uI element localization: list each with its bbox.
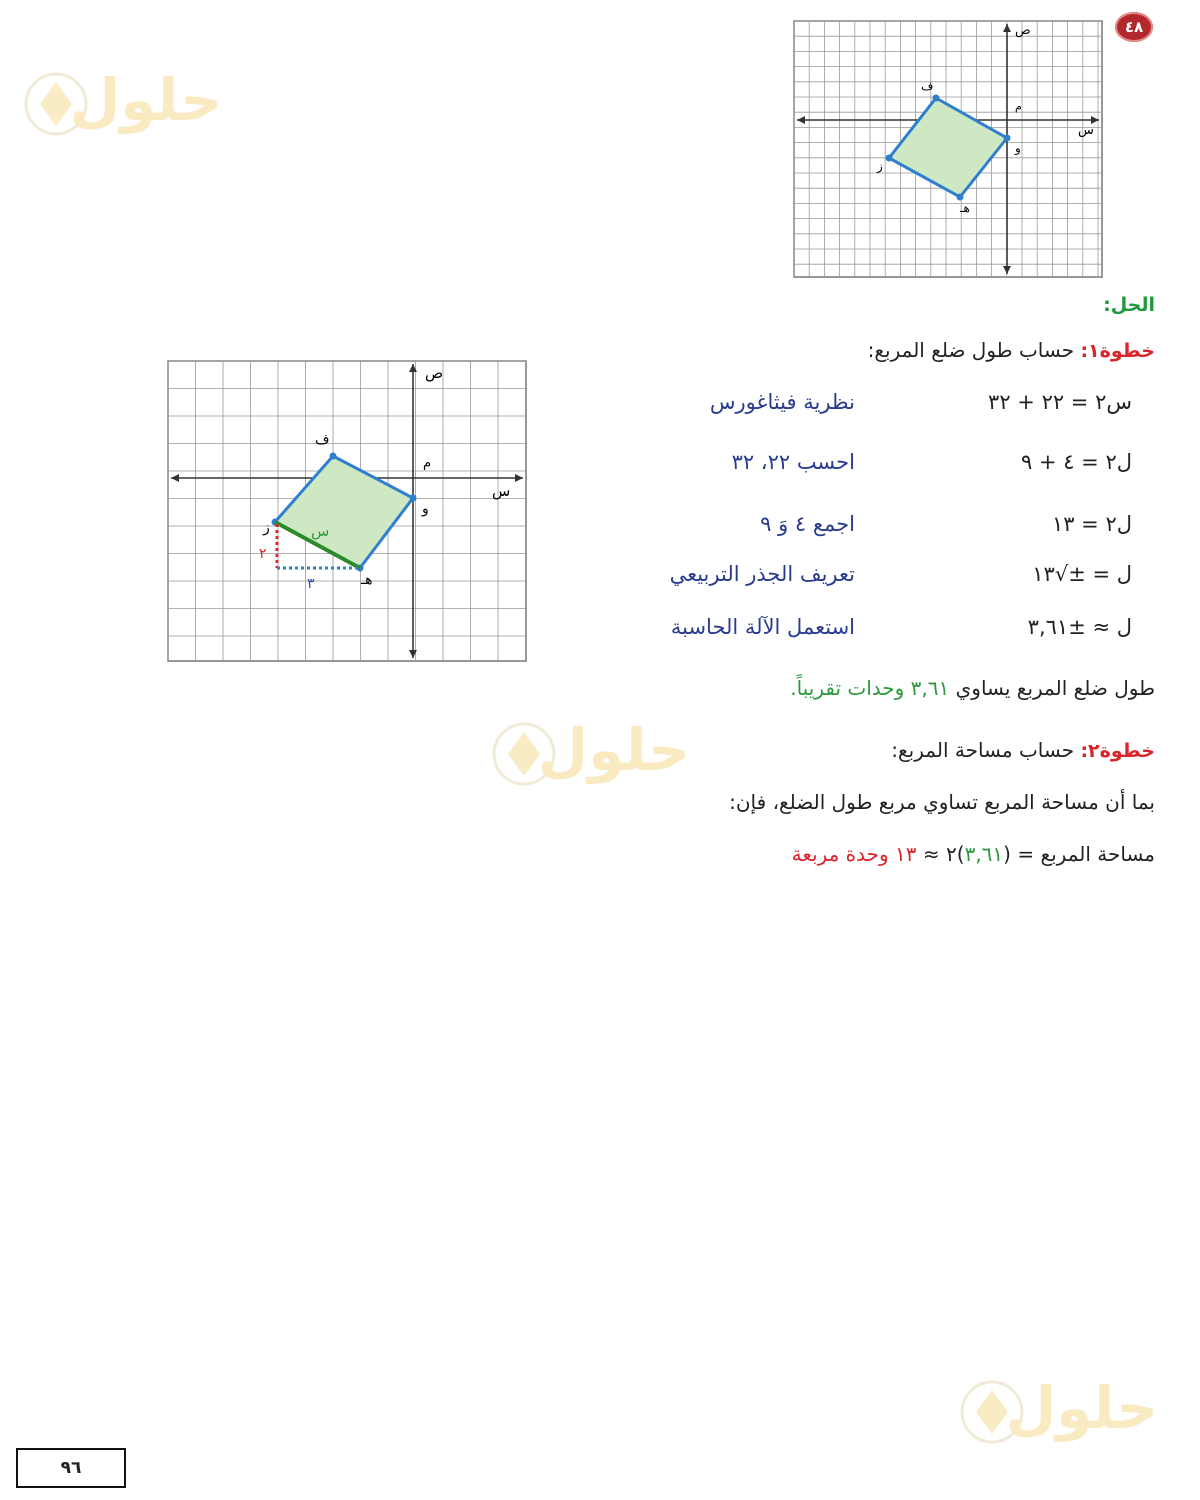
equation-expression: ل٢ = ١٣ [1051,512,1132,536]
vertex-point [886,155,893,162]
vertex-label-h: هـ [361,572,373,588]
vertex-label-z: ز [263,520,270,536]
equation-expression: ل٢ = ٤ + ٩ [1020,450,1132,474]
leg-label-horizontal: ٣ [307,576,315,592]
axis-label-y: ص [425,364,444,382]
equation-row [0,450,1200,486]
vertex-label-f: ف [315,432,330,448]
step1-label: خطوة١: [1080,340,1155,362]
step1-line [868,338,1155,362]
axis-label-x: س [492,482,511,500]
equation-expression: ل = ±√١٣ [1032,562,1132,586]
vertex-point [1004,135,1011,142]
vertex-label-f: ف [921,79,934,93]
vertex-point [933,95,940,102]
equation-expression: ل ≈ ±٣,٦١ [1027,615,1132,639]
equation-row [0,562,1200,598]
vertex-label-w: و [422,501,429,517]
step2-line [891,738,1155,762]
page-number: ٩٦ [16,1448,126,1488]
equation-justification: استعمل الآلة الحاسبة [670,615,855,639]
coordinate-grid-small [793,20,1103,278]
formula-suffix: )٢ ≈ [922,842,965,866]
watermark-logo-top [22,60,232,144]
vertex-point [957,194,964,201]
formula-prefix: مساحة المربع = ( [1003,842,1155,866]
formula-result: ١٣ وحدة مربعة [791,842,917,866]
step1-conclusion [790,676,1155,700]
step1-title: حساب طول ضلع المربع: [867,338,1075,362]
problem-number-badge: ٤٨ [1115,12,1153,42]
step2-title: حساب مساحة المربع: [891,738,1075,762]
equation-justification: نظرية فيثاغورس [709,390,855,414]
watermark-logo-middle [490,710,700,794]
vertex-label-m: م [1015,100,1022,113]
formula-value: ٣,٦١ [964,842,1004,866]
vertex-label-w: و [1015,141,1021,155]
vertex-label-m: م [423,456,432,471]
leg-label-vertical: ٢ [259,546,267,562]
vertex-label-h: هـ [960,201,970,215]
conclusion-value: ٣,٦١ وحدات تقريباً. [790,676,950,700]
svg-text:حلول: حلول [537,716,690,784]
equation-row [0,615,1200,651]
axis-label-y: ص [1015,23,1031,38]
step2-label: خطوة٢: [1080,740,1155,762]
step2-formula [792,842,1155,866]
equation-justification: تعريف الجذر التربيعي [669,562,855,586]
equation-row [0,512,1200,548]
svg-text:حلول: حلول [1005,1374,1158,1442]
side-label: س [311,522,330,540]
vertex-point [410,495,417,502]
watermark-logo-bottom [958,1368,1168,1452]
equation-row [0,390,1200,426]
axis-label-x: س [1078,123,1094,138]
vertex-label-z: ز [877,159,883,173]
equation-justification: احسب ٢٢، ٣٢ [731,450,855,474]
conclusion-prefix: طول ضلع المربع يساوي [955,676,1155,700]
svg-text:حلول: حلول [69,66,222,134]
equation-justification: اجمع ٤ وَ ٩ [760,512,855,536]
equation-expression: س٢ = ٢٢ + ٣٢ [988,390,1132,414]
solution-heading: الحل: [1103,294,1155,316]
step2-text: بما أن مساحة المربع تساوي مربع طول الضلع، فإن: [729,790,1155,814]
